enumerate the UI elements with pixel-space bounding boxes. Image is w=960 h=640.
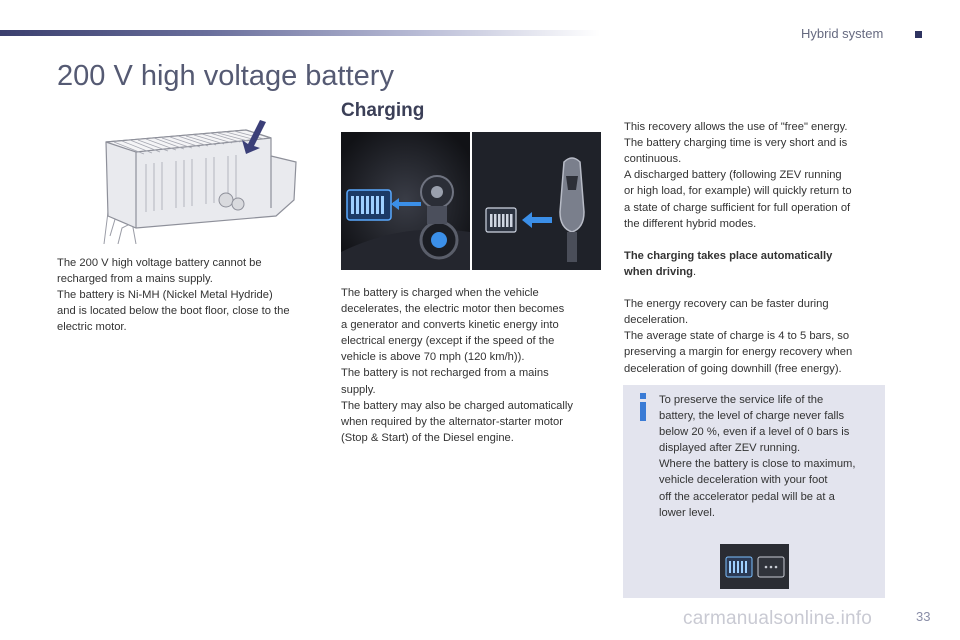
- charge-level-display: [720, 544, 789, 589]
- watermark: carmanualsonline.info: [683, 608, 873, 629]
- page-number: 33: [916, 609, 931, 624]
- section-marker: [915, 31, 922, 38]
- info-box-text: To preserve the service life of the battery, the level of charge never falls below 20 %, even if a level of 0 bars is displayed after ZEV running. Where the battery is close to maximum, vehicle deceleration with your foot off the accelerator pedal will be at a lower level.: [659, 394, 856, 519]
- recovery-bold-statement: The charging takes place automatically when driving: [624, 249, 833, 278]
- section-title: Hybrid system: [801, 26, 884, 41]
- battery-description: The 200 V high voltage battery cannot be recharged from a mains supply. The battery is Ni-MH (Nickel Metal Hydride) and is located below the boot floor, close to the electric motor.: [57, 257, 290, 334]
- page-title: 200 V high voltage battery: [57, 60, 394, 92]
- charging-heading: Charging: [341, 100, 425, 121]
- recovery-paragraph-1: This recovery allows the use of "free" energy. The battery charging time is very short and is continuous. A discharged battery (following ZEV running or high load, for example) will quickly return to a state of charge sufficient for full operation of the different hybrid modes.: [624, 121, 852, 230]
- info-icon: [636, 392, 650, 422]
- charging-diagram-engine: [341, 132, 470, 270]
- charging-diagram-vehicle: [472, 132, 601, 270]
- battery-illustration: [96, 112, 306, 244]
- recovery-description: [624, 103, 886, 393]
- header-gradient-bar: [0, 30, 600, 36]
- recovery-bold-suffix: .: [693, 265, 697, 278]
- charging-description: The battery is charged when the vehicle decelerates, the electric motor then becomes a generator and converts kinetic energy into electrical energy (except if the speed of the vehicle is above 70 mph (120 km/h)). The battery is not recharged from a mains supply. The battery may also be charged automatically when required by the alternator-starter motor (Stop & Start) of the Diesel engine.: [341, 287, 573, 444]
- recovery-paragraph-2: The energy recovery can be faster during deceleration. The average state of charge is 4 to 5 bars, so preserving a margin for energy recovery when deceleration of going downhill (free energy).: [624, 298, 853, 375]
